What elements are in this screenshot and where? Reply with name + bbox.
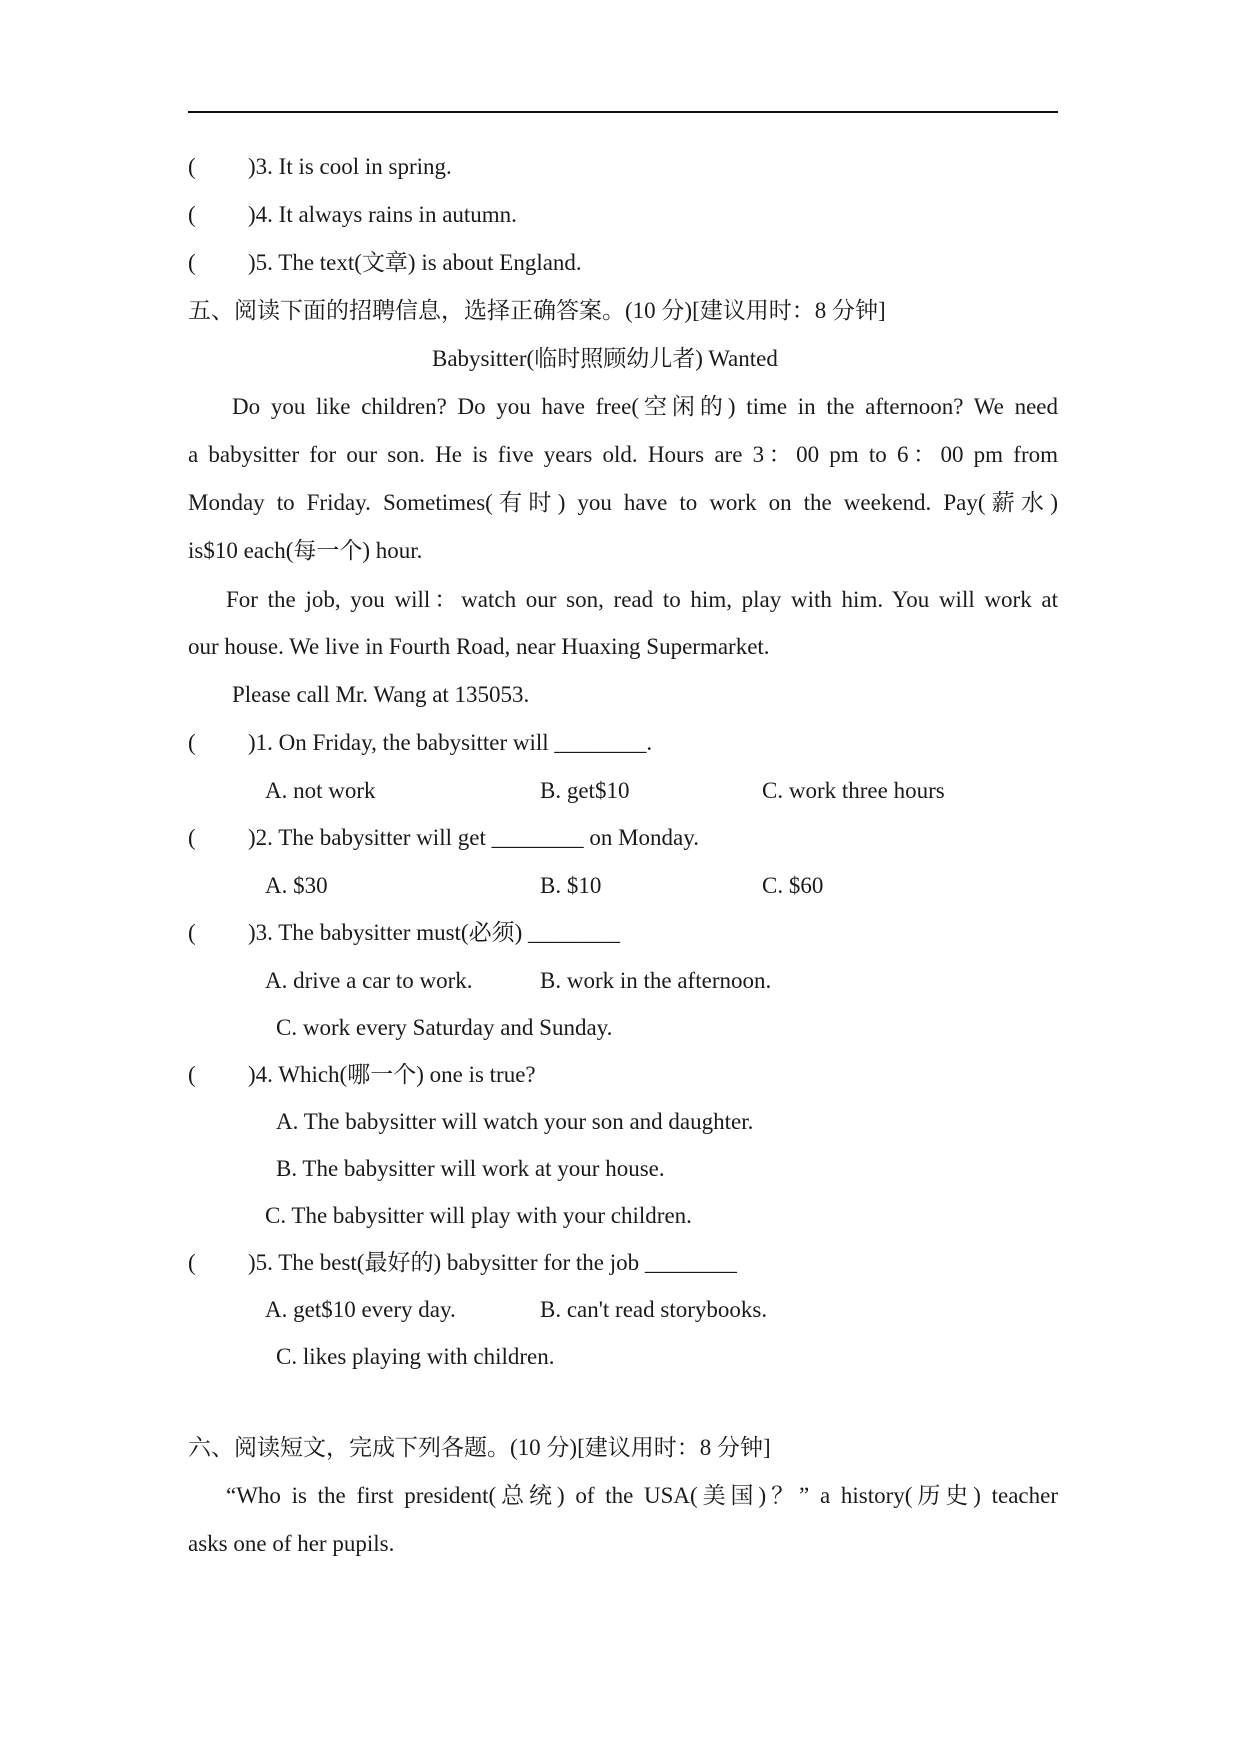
ad-p1-line2: a babysitter for our son. He is five years old. Hours are 3：00 pm to 6：00 pm from [188,442,1058,467]
top-rule [188,111,1058,113]
s4-item-5: ( )5. The text(文章) is about England. [188,248,582,278]
s4-item-4: ( )4. It always rains in autumn. [188,200,517,230]
ad-p1-line3: Monday to Friday. Sometimes(有时) you have to work on the weekend. Pay(薪水) [188,490,1058,515]
answer-blank[interactable]: ( [188,1250,196,1275]
q4-option-c[interactable]: C. The babysitter will play with your children. [265,1203,692,1228]
answer-blank[interactable]: ( [188,825,196,850]
s6-p1-line2: asks one of her pupils. [188,1531,395,1556]
ad-p2-line2: our house. We live in Fourth Road, near Huaxing Supermarket. [188,634,770,659]
q5-option-b[interactable]: B. can't read storybooks. [540,1297,768,1322]
ad-p3: Please call Mr. Wang at 135053. [232,682,530,707]
ad-p1-line1: Do you like children? Do you have free(空闲的) time in the afternoon? We need [232,394,1058,419]
q1-option-b[interactable]: B. get$10 [540,778,630,803]
ad-p2-line1: For the job, you will：watch our son, read to him, play with him. You will work at [226,587,1058,612]
q2-option-a[interactable]: A. $30 [265,873,328,898]
q2-option-c[interactable]: C. $60 [762,873,824,898]
s4-item-3: ( )3. It is cool in spring. [188,152,452,182]
q3-option-c[interactable]: C. work every Saturday and Sunday. [276,1015,613,1040]
s6-p1-line1: “Who is the first president(总统) of the USA(美国)？” a history(历史) teacher [226,1483,1058,1508]
answer-blank[interactable]: ( [188,202,196,227]
q3-option-a[interactable]: A. drive a car to work. [265,968,473,993]
answer-blank[interactable]: ( [188,154,196,179]
q4-option-a[interactable]: A. The babysitter will watch your son and daughter. [276,1109,754,1134]
q3-option-b[interactable]: B. work in the afternoon. [540,968,772,993]
q1-option-a[interactable]: A. not work [265,778,376,803]
section6-heading: 六、阅读短文，完成下列各题。(10 分)[建议用时：8 分钟] [188,1435,771,1460]
q5-option-a[interactable]: A. get$10 every day. [265,1297,456,1322]
q5-option-c[interactable]: C. likes playing with children. [276,1344,555,1369]
section5-heading: 五、阅读下面的招聘信息，选择正确答案。(10 分)[建议用时：8 分钟] [188,298,886,323]
q2-option-b[interactable]: B. $10 [540,873,602,898]
question-5: ( )5. The best(最好的) babysitter for the job ________ [188,1248,737,1278]
question-4: ( )4. Which(哪一个) one is true? [188,1060,536,1090]
q1-option-c[interactable]: C. work three hours [762,778,945,803]
question-1: ( )1. On Friday, the babysitter will ________. [188,728,652,758]
ad-title: Babysitter(临时照顾幼儿者) Wanted [432,346,778,371]
answer-blank[interactable]: ( [188,730,196,755]
ad-p1-line4: is$10 each(每一个) hour. [188,538,423,563]
answer-blank[interactable]: ( [188,1062,196,1087]
answer-blank[interactable]: ( [188,250,196,275]
question-3: ( )3. The babysitter must(必须) ________ [188,918,620,948]
answer-blank[interactable]: ( [188,920,196,945]
question-2: ( )2. The babysitter will get ________ on Monday. [188,823,699,853]
q4-option-b[interactable]: B. The babysitter will work at your house. [276,1156,665,1181]
